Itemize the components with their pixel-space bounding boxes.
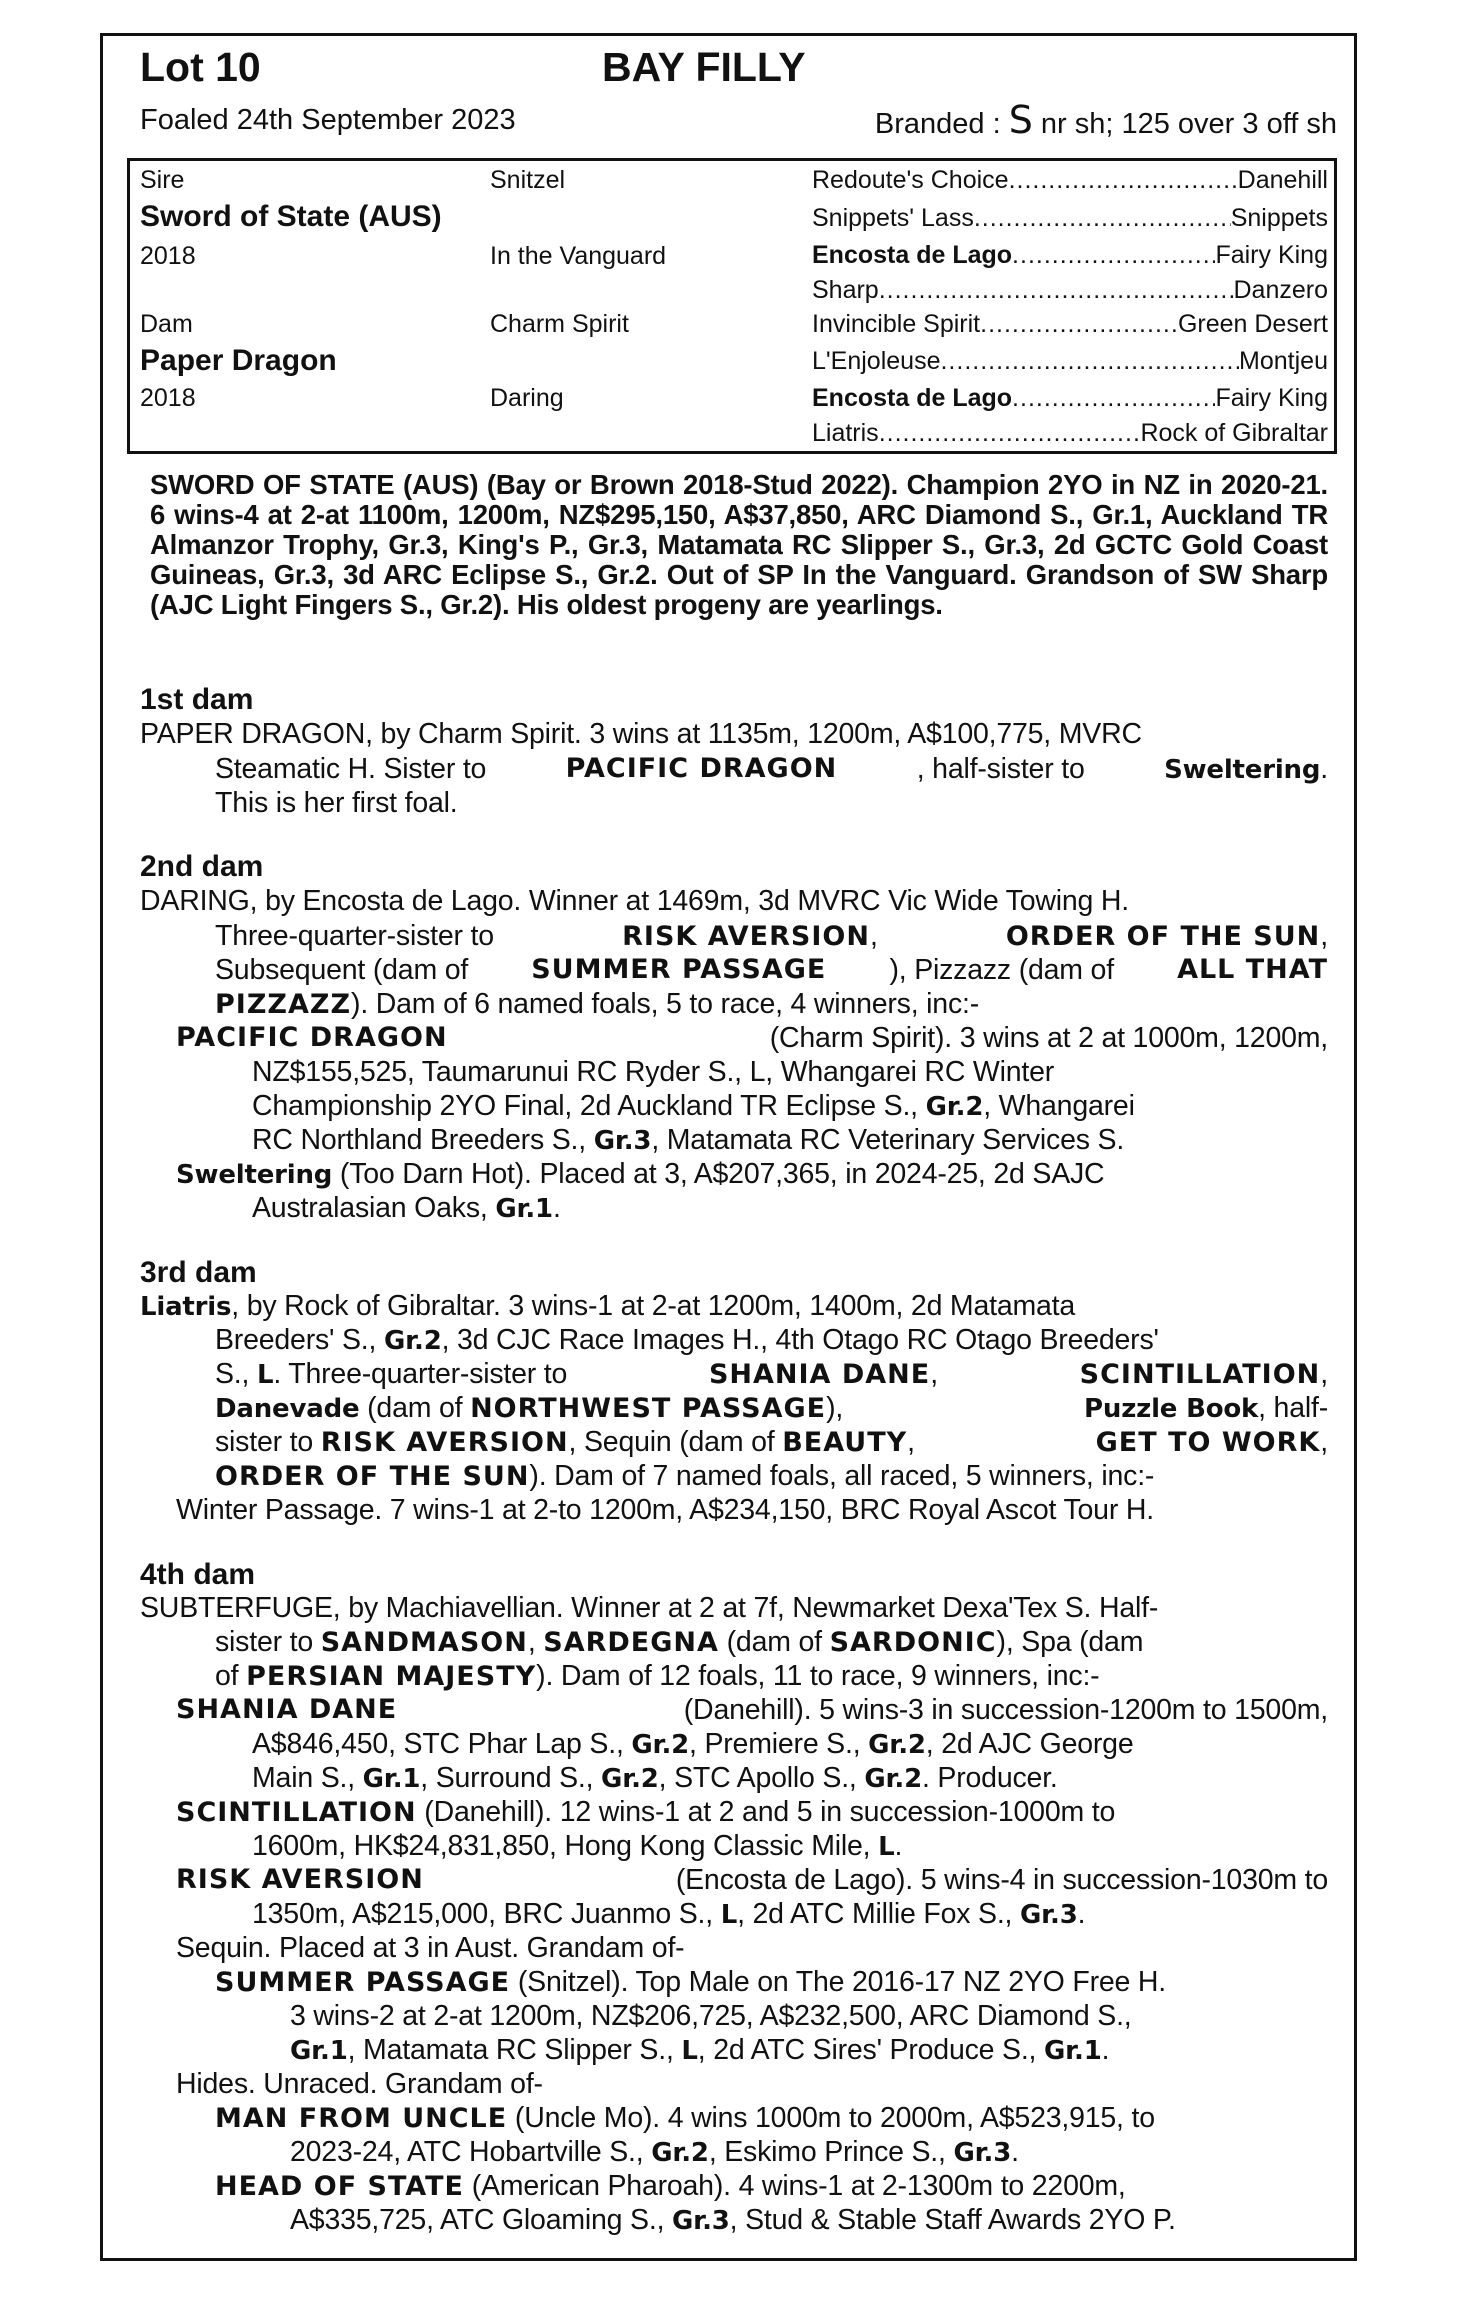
group-badge: Gr.1 — [290, 2036, 348, 2066]
text: Three-quarter-sister to — [215, 920, 494, 952]
text: Breeders' S., — [215, 1324, 384, 1356]
third-dam-line — [215, 1392, 1328, 1425]
sire-name: Sword of State (AUS) — [140, 200, 442, 233]
grandprogeny-line — [215, 2170, 1126, 2203]
text: , 2d AJC George — [925, 1728, 1134, 1760]
group-badge: Gr.2 — [631, 1730, 690, 1760]
group-badge: Gr.2 — [864, 1764, 922, 1794]
ancestor-sire: Fairy King — [1215, 241, 1328, 269]
text: 1350m, A$215,000, BRC Juanmo S., — [252, 1898, 721, 1930]
second-dam-line — [215, 920, 1328, 953]
second-dam-heading: 2nd dam — [140, 850, 264, 883]
horse-name: SCINTILLATION — [1079, 1359, 1321, 1390]
horse-name: SARDEGNA — [543, 1627, 719, 1658]
ancestor-name: Liatris — [812, 419, 879, 447]
fourth-dam-line: SUBTERFUGE, by Machiavellian. Winner at 2 at 7f, Newmarket Dexa'Tex S. Half- — [140, 1592, 1159, 1624]
group-badge: Gr.3 — [953, 2138, 1012, 2168]
horse-name: ALL THAT — [1177, 954, 1328, 985]
horse-name: NORTHWEST PASSAGE — [470, 1393, 827, 1424]
ancestor-sire: Snippets — [1230, 204, 1328, 232]
text: sister to — [215, 1626, 321, 1658]
text: , — [527, 1626, 544, 1658]
ancestor-name: Sharp — [812, 276, 879, 304]
text: (American Pharoah). 4 wins-1 at 2-1300m to 2200m, — [463, 2170, 1126, 2202]
group-badge: Gr.2 — [651, 2138, 709, 2168]
text: (Too Darn Hot). Placed at 3, A$207,365, in 2024-25, 2d SAJC — [332, 1158, 1105, 1190]
ancestor-sire: Rock of Gibraltar — [1140, 419, 1328, 447]
progeny-line — [252, 1192, 561, 1225]
group-badge: Gr.2 — [868, 1730, 926, 1760]
text: , — [1320, 920, 1328, 952]
grandprogeny-line — [290, 2034, 1109, 2067]
horse-name: PACIFIC DRAGON — [565, 753, 838, 784]
text: ). Dam of 12 foals, 11 to race, 9 winners, inc:- — [536, 1660, 1100, 1692]
text: of — [215, 1660, 247, 1692]
pedigree-line — [812, 384, 1328, 413]
horse-name: ORDER OF THE SUN — [1005, 921, 1321, 952]
pedigree-line — [812, 419, 1328, 448]
horse-name: Danevade — [215, 1394, 360, 1424]
ancestor-sire: Montjeu — [1239, 347, 1328, 375]
text: , Premiere S., — [689, 1728, 869, 1760]
text: (Charm Spirit). 3 wins at 2 at 1000m, 1200m, — [769, 1022, 1328, 1054]
progeny-line — [252, 1762, 1058, 1795]
grandprogeny-line — [215, 1966, 1166, 1999]
text: , Eskimo Prince S., — [708, 2136, 954, 2168]
progeny-line — [252, 1124, 1124, 1157]
progeny-line — [176, 1022, 1328, 1055]
text: . — [894, 1830, 903, 1862]
lot-number: Lot 10 — [140, 44, 261, 90]
dam-year: 2018 — [140, 384, 196, 412]
text: . Three-quarter-sister to — [273, 1358, 568, 1390]
horse-name: SHANIA DANE — [176, 1694, 398, 1725]
pedigree-line — [812, 276, 1328, 305]
progeny-line — [252, 1090, 1135, 1123]
text: 1600m, HK$24,831,850, Hong Kong Classic Mile, — [252, 1830, 879, 1862]
first-dam-line: PAPER DRAGON, by Charm Spirit. 3 wins at 1135m, 1200m, A$100,775, MVRC — [140, 718, 1142, 750]
listed-badge: L — [256, 1360, 274, 1390]
text: . Producer. — [922, 1762, 1058, 1794]
progeny-line — [176, 1796, 1115, 1829]
pedigree-line — [812, 204, 1328, 233]
text: (Encosta de Lago). 5 wins-4 in succession-1030m to — [675, 1864, 1328, 1896]
text: . — [1077, 1898, 1086, 1930]
progeny-line — [252, 1898, 1085, 1931]
listed-badge: L — [681, 2036, 698, 2066]
ancestor-name: Redoute's Choice — [812, 166, 1009, 194]
text: , half-sister to — [916, 753, 1085, 785]
ancestor-sire: Green Desert — [1177, 310, 1328, 338]
text: (dam of — [718, 1626, 830, 1658]
text: Steamatic H. Sister to — [215, 753, 487, 785]
second-dam-line: DARING, by Encosta de Lago. Winner at 1469m, 3d MVRC Vic Wide Towing H. — [140, 885, 1130, 917]
progeny-line — [176, 1864, 1328, 1897]
group-badge: Gr.1 — [495, 1194, 553, 1224]
horse-name: PIZZAZZ — [215, 989, 352, 1020]
progeny-line: Hides. Unraced. Grandam of- — [176, 2068, 543, 2100]
horse-name: RISK AVERSION — [176, 1864, 424, 1895]
brand-symbol: S — [1008, 98, 1033, 142]
foaled-date: Foaled 24th September 2023 — [140, 104, 516, 136]
text: Australasian Oaks, — [252, 1192, 496, 1224]
text: , — [1320, 1426, 1328, 1458]
first-dam-line: This is her first foal. — [215, 787, 458, 819]
text: , half- — [1258, 1392, 1328, 1424]
third-dam-line — [215, 1358, 1328, 1391]
text: (Danehill). 12 wins-1 at 2 and 5 in succession-1000m to — [416, 1796, 1116, 1828]
ancestor-sire: Danzero — [1233, 276, 1328, 304]
pedigree-line — [812, 166, 1328, 195]
grandprogeny-line — [290, 2204, 1176, 2237]
ancestor-name: Encosta de Lago — [812, 384, 1013, 412]
text: , — [907, 1426, 915, 1458]
pedigree-line — [812, 310, 1328, 339]
horse-name: RISK AVERSION — [622, 921, 870, 952]
text: . — [1011, 2136, 1019, 2168]
horse-name: MAN FROM UNCLE — [215, 2103, 508, 2134]
sire-year: 2018 — [140, 242, 196, 270]
ancestor-name: Encosta de Lago — [812, 241, 1013, 269]
text: , Sequin (dam of — [568, 1426, 783, 1458]
horse-name: ORDER OF THE SUN — [215, 1461, 530, 1492]
group-badge: Gr.3 — [672, 2206, 730, 2236]
progeny-line — [176, 1158, 1104, 1191]
horse-name: GET TO WORK — [1095, 1427, 1321, 1458]
text: , Matamata RC Veterinary Services S. — [651, 1124, 1125, 1156]
text: , Whangarei — [983, 1090, 1135, 1122]
horse-name: Sweltering — [176, 1160, 333, 1190]
text: , Stud & Stable Staff Awards 2YO P. — [729, 2204, 1176, 2236]
ancestor-name: Invincible Spirit — [812, 310, 981, 338]
text: Championship 2YO Final, 2d Auckland TR Eclipse S., — [252, 1090, 926, 1122]
text: A$846,450, STC Phar Lap S., — [252, 1728, 632, 1760]
first-dam-line — [215, 753, 1328, 786]
text: . — [1101, 2034, 1110, 2066]
horse-description: BAY FILLY — [602, 44, 806, 90]
text: ), Spa (dam — [996, 1626, 1144, 1658]
fourth-dam-line — [215, 1660, 1099, 1693]
text: , 2d ATC Sires' Produce S., — [697, 2034, 1044, 2066]
third-dam-line — [215, 1426, 1328, 1459]
horse-name: BEAUTY — [782, 1427, 908, 1458]
fourth-dam-line — [215, 1626, 1328, 1659]
text: ). Dam of 6 named foals, 5 to race, 4 winners, inc:- — [351, 988, 980, 1020]
progeny-line — [176, 1694, 1328, 1727]
group-badge: Gr.3 — [1020, 1900, 1078, 1930]
ancestor-name: Snippets' Lass — [812, 204, 974, 232]
horse-name: SHANIA DANE — [708, 1359, 931, 1390]
text: RC Northland Breeders S., — [252, 1124, 594, 1156]
dam-sire: Charm Spirit — [490, 310, 629, 338]
text: Subsequent (dam of — [215, 954, 469, 986]
sire-note: SWORD OF STATE (AUS) (Bay or Brown 2018-Stud 2022). Champion 2YO in NZ in 2020-21. 6 wins-4 at 2-at 1100m, 1200m, NZ$295,150, A$37,850, ARC Diamond S., Gr.1, Auckland TR Almanzor Trophy, Gr.3, King's P., Gr.3, Matamata RC Slipper S., Gr.3, 2d GCTC Gold Coast Guineas, Gr.3, 3d ARC Eclipse S., Gr.2. Out of SP In the Vanguard. Grandson of SW Sharp (AJC Light Fingers S., Gr.2). His oldest progeny are yearlings. — [150, 469, 1328, 620]
horse-name: SARDONIC — [829, 1627, 997, 1658]
brand-label: Branded : — [874, 108, 1001, 140]
text: . — [552, 1192, 561, 1224]
text: , — [1320, 1358, 1328, 1390]
horse-name: Puzzle Book — [1084, 1394, 1259, 1424]
listed-badge: L — [720, 1900, 738, 1930]
horse-name: SUMMER PASSAGE — [215, 1967, 511, 1998]
group-badge: Gr.3 — [593, 1126, 652, 1156]
text: ). Dam of 7 named foals, all raced, 5 winners, inc:- — [529, 1460, 1155, 1492]
horse-name: Sweltering — [1164, 755, 1321, 785]
text: S., — [215, 1358, 257, 1390]
text: . — [1320, 753, 1328, 785]
ancestor-sire: Danehill — [1237, 166, 1328, 194]
pedigree-line — [812, 347, 1328, 376]
progeny-line: Sequin. Placed at 3 in Aust. Grandam of- — [176, 1932, 685, 1964]
sire-sire: Snitzel — [490, 166, 566, 194]
group-badge: Gr.2 — [383, 1326, 442, 1356]
text: , — [869, 920, 878, 952]
grandprogeny-line: 3 wins-2 at 2-at 1200m, NZ$206,725, A$232,500, ARC Diamond S., — [290, 2000, 1132, 2032]
progeny-line — [252, 1830, 902, 1863]
progeny-line: NZ$155,525, Taumarunui RC Ryder S., L, Whangarei RC Winter — [252, 1056, 1055, 1088]
horse-name: PERSIAN MAJESTY — [246, 1661, 537, 1692]
text: (dam of — [359, 1392, 471, 1424]
brand-info — [875, 98, 1337, 142]
group-badge: Gr.1 — [362, 1764, 421, 1794]
third-dam-line — [140, 1290, 1075, 1323]
text: A$335,725, ATC Gloaming S., — [290, 2204, 673, 2236]
group-badge: Gr.1 — [1043, 2036, 1102, 2066]
text: , 3d CJC Race Images H., 4th Otago RC Otago Breeders' — [441, 1324, 1159, 1356]
text: (Danehill). 5 wins-3 in succession-1200m to 1500m, — [683, 1694, 1328, 1726]
text: Main S., — [252, 1762, 363, 1794]
dam-name: Paper Dragon — [140, 344, 337, 377]
horse-name: RISK AVERSION — [320, 1427, 569, 1458]
third-dam-line — [215, 1460, 1154, 1493]
group-badge: Gr.2 — [925, 1092, 984, 1122]
pedigree-line — [812, 241, 1328, 270]
fourth-dam-heading: 4th dam — [140, 1558, 256, 1591]
text: ), Pizzazz (dam of — [889, 954, 1114, 986]
text: (Uncle Mo). 4 wins 1000m to 2000m, A$523,915, to — [507, 2102, 1155, 2134]
listed-badge: L — [878, 1832, 895, 1862]
brand-marks: nr sh; 125 over 3 off sh — [1032, 108, 1337, 140]
grandprogeny-line — [290, 2136, 1019, 2169]
ancestor-name: L'Enjoleuse — [812, 347, 941, 375]
grandprogeny-line — [215, 2102, 1155, 2135]
first-dam-heading: 1st dam — [140, 683, 254, 716]
text: ), — [826, 1392, 844, 1424]
second-dam-line — [215, 988, 979, 1021]
horse-name: SUMMER PASSAGE — [531, 954, 827, 985]
text: (Snitzel). Top Male on The 2016-17 NZ 2YO Free H. — [510, 1966, 1166, 1998]
text: , Surround S., — [420, 1762, 602, 1794]
sire-dam: In the Vanguard — [490, 242, 667, 270]
group-badge: Gr.2 — [601, 1764, 659, 1794]
progeny-line: Winter Passage. 7 wins-1 at 2-to 1200m, A$234,150, BRC Royal Ascot Tour H. — [176, 1494, 1154, 1526]
sire-label: Sire — [140, 166, 185, 194]
text: , by Rock of Gibraltar. 3 wins-1 at 2-at 1200m, 1400m, 2d Matamata — [231, 1290, 1076, 1322]
horse-name: Liatris — [140, 1292, 232, 1322]
text: , — [930, 1358, 938, 1390]
dam-dam: Daring — [490, 384, 564, 412]
second-dam-line — [215, 954, 1328, 987]
ancestor-sire: Fairy King — [1215, 384, 1328, 412]
text: , 2d ATC Millie Fox S., — [737, 1898, 1020, 1930]
horse-name: SCINTILLATION — [176, 1797, 417, 1828]
third-dam-line — [215, 1324, 1159, 1357]
progeny-line — [252, 1728, 1133, 1761]
third-dam-heading: 3rd dam — [140, 1256, 257, 1289]
horse-name: SANDMASON — [320, 1627, 528, 1658]
horse-name: PACIFIC DRAGON — [176, 1022, 448, 1053]
text: , STC Apollo S., — [658, 1762, 865, 1794]
text: sister to — [215, 1426, 321, 1458]
text: 2023-24, ATC Hobartville S., — [290, 2136, 652, 2168]
text: , Matamata RC Slipper S., — [347, 2034, 682, 2066]
horse-name: HEAD OF STATE — [215, 2171, 464, 2202]
dam-label: Dam — [140, 310, 193, 338]
